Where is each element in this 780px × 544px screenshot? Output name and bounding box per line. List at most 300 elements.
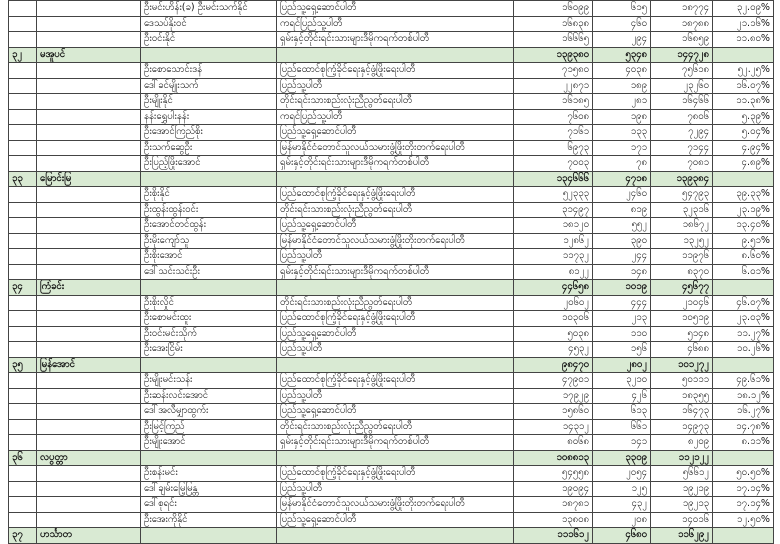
valid-votes: ၁၆၈၃၈ [514,16,593,32]
advance-votes: ၂၈၁ [593,94,651,110]
party-name: တိုင်းရင်းသားစည်းလုံးညီညွတ်ရေးပါတီ [277,94,514,110]
party-name: ရှမ်းနှင့်တိုင်းရင်းသားများဒီမိုကရက်တစ်ပါတီ [277,156,514,172]
vote-percent: ၂၁.၁၆% [713,16,774,32]
valid-votes: ၃၁၄၉၇ [514,202,593,218]
party-name: တိုင်းရင်းသားစည်းလုံးညီညွတ်ရေးပါတီ [277,419,514,435]
valid-votes: ၁၅၈၆၀ [514,404,593,420]
total-votes: ၁၈၃၅၅ [651,388,713,404]
candidate-name: ဦးပြည့်ဖြိုးအောင် [141,156,277,172]
candidate-name-cell [141,357,277,373]
advance-votes: ၁၁၀ [593,326,651,342]
township-cell [37,32,141,48]
total-votes: ၅၆၆၁၂ [651,466,713,482]
township-total-row [9,280,774,296]
total-votes: ၅၀၁၁၁ [651,373,713,389]
valid-votes: ၉၈၄၇၀ [514,357,593,373]
advance-votes: ၄၃၂ [593,497,651,513]
candidate-name: ဦးသက်ဆွေဦး [141,140,277,156]
valid-votes: ၁၀၃၀၆ [514,311,593,327]
candidate-name-cell [141,450,277,466]
party-name: ကရင်ပြည်သူ့ပါတီ [277,109,514,125]
valid-votes: ၄၅၃၂ [514,342,593,358]
candidate-row [9,1,774,17]
party-name: ပြည်သူ့ပါတီ [277,78,514,94]
advance-votes: ၆၆၁ [593,419,651,435]
number-cell [9,466,37,482]
advance-votes: ၇၈ [593,156,651,172]
vote-percent: ၁၀.၂၆% [713,342,774,358]
candidate-name: ဦးစောမင်းထူး [141,311,277,327]
party-name: ပြည်ထောင်စုကြံ့ခိုင်ရေးနှင့်ဖွံ့ဖြိုးရေးပါတီ [277,311,514,327]
candidate-row [9,342,774,358]
advance-votes: ၅၃၄၈ [593,47,651,63]
party-name: ပြည်သူ့ရှေ့ဆောင်ပါတီ [277,125,514,141]
number-cell [9,218,37,234]
number-cell [9,342,37,358]
total-votes: ၁၈၇၈၈ [651,16,713,32]
vote-percent: ၁၁.၈၀% [713,32,774,48]
candidate-row [9,466,774,482]
vote-percent: ၂၃.၀၃% [713,311,774,327]
township-number: ၃၃ [9,171,37,187]
candidate-row [9,63,774,79]
total-votes: ၁၆၄၆၆ [651,94,713,110]
valid-votes: ၁၁၇၃၂ [514,249,593,265]
total-votes: ၈၂၀၉ [651,435,713,451]
number-cell [9,497,37,513]
valid-votes: ၂၂၈၇၁ [514,78,593,94]
candidate-row [9,497,774,513]
total-votes: ၈၃၇၀ [651,264,713,280]
advance-votes: ၁၂၅ [593,481,651,497]
party-name: မြန်မာနိုင်ငံတောင်သူလယ်သမားဖွံ့ဖြိုးတိုးတက်ရေးပါတီ [277,497,514,513]
candidate-row [9,311,774,327]
number-cell [9,435,37,451]
candidate-row [9,218,774,234]
total-votes: ၁၁၉၇၆ [651,249,713,265]
township-cell [37,249,141,265]
total-votes: ၁၃၉၃၈၄ [651,171,713,187]
candidate-row [9,156,774,172]
township-cell [37,233,141,249]
valid-votes: ၄၄၆၅၈ [514,280,593,296]
advance-votes: ၂၁၃ [593,311,651,327]
advance-votes: ၆၁၅ [593,1,651,17]
township-cell [37,373,141,389]
township-cell [37,125,141,141]
number-cell [9,140,37,156]
candidate-name: ဦးမျိုးအောင် [141,435,277,451]
vote-percent: ၃၂.၀၉% [713,1,774,17]
vote-percent: ၁၁.၃၈% [713,94,774,110]
vote-percent: ၁၈.၁၂% [713,388,774,404]
total-votes: ၁၆၄၇၃ [651,404,713,420]
candidate-name: ဦးဆန်းလင်းအောင် [141,388,277,404]
advance-votes: ၂၈၀၂ [593,357,651,373]
candidate-name: ဦးမျိုးမင်းသန်း [141,373,277,389]
vote-percent: ၁၁.၂၇% [713,326,774,342]
township-name: ကြံခင်း [37,280,141,296]
township-cell [37,435,141,451]
total-votes: ၁၃၂၅၂ [651,233,713,249]
party-name: ရှမ်းနှင့်တိုင်းရင်းသားများဒီမိုကရက်တစ်ပါတီ [277,32,514,48]
advance-votes: ၂၄၄ [593,249,651,265]
candidate-row [9,264,774,280]
valid-votes: ၇၀၀၃ [514,156,593,172]
candidate-name: ဦးမင်းဟိန်း(ခ) ဦးမင်းသက်နိုင် [141,1,277,17]
candidate-row [9,435,774,451]
party-name: ပြည်ထောင်စုကြံ့ခိုင်ရေးနှင့်ဖွံ့ဖြိုးရေးပါတီ [277,63,514,79]
candidate-name: ဒေါ်စုရင်း [141,497,277,513]
township-cell [37,63,141,79]
party-cell [277,450,514,466]
candidate-row [9,419,774,435]
vote-percent: ၃၉.၃၃% [713,187,774,203]
township-number: ၃၆ [9,450,37,466]
candidate-name: ဦးမိုးကျော်သူ [141,233,277,249]
advance-votes: ၄၆၀ [593,16,651,32]
advance-votes: ၄၄၄ [593,295,651,311]
candidate-name: ဦးစန်းမင်း [141,466,277,482]
party-name: ပြည်ထောင်စုကြံ့ခိုင်ရေးနှင့်ဖွံ့ဖြိုးရေးပါတီ [277,187,514,203]
valid-votes: ၁၄၃၁၂ [514,419,593,435]
number-cell [9,109,37,125]
valid-votes: ၁၇၉၂၉ [514,388,593,404]
total-votes: ၇၈၀၆ [651,109,713,125]
township-cell [37,16,141,32]
township-cell [37,326,141,342]
vote-percent: ၅၂.၂၅% [713,63,774,79]
party-name: မြန်မာနိုင်ငံတောင်သူလယ်သမားဖွံ့ဖြိုးတိုးတက်ရေးပါတီ [277,140,514,156]
township-total-row [9,450,774,466]
total-votes: ၁၄၀၁၆ [651,512,713,528]
advance-votes: ၁၅၆ [593,342,651,358]
vote-percent: ၁၆.၀၇% [713,78,774,94]
party-name: ပြည်သူ့ပါတီ [277,249,514,265]
advance-votes: ၅၅၂ [593,218,651,234]
candidate-name: နန်းရွှေပါးနန်း [141,109,277,125]
valid-votes: ၁၂၈၆၂ [514,233,593,249]
number-cell [9,373,37,389]
candidate-row [9,32,774,48]
advance-votes: ၄၆၈၀ [593,528,651,544]
township-cell [37,388,141,404]
candidate-row [9,140,774,156]
valid-votes: ၁၁၁၆၁၂ [514,528,593,544]
total-votes: ၇၂၉၄ [651,125,713,141]
township-cell [37,218,141,234]
party-name: ပြည်ထောင်စုကြံ့ခိုင်ရေးနှင့်ဖွံ့ဖြိုးရေးပါတီ [277,373,514,389]
valid-votes: ၁၃၄၆၆၆ [514,171,593,187]
total-votes: ၁၄၄၇၂၈ [651,47,713,63]
vote-percent: ၄.၉၄% [713,140,774,156]
valid-votes: ၅၂၃၃၃ [514,187,593,203]
candidate-row [9,125,774,141]
township-cell [37,94,141,110]
candidate-name: ဦးမြင့်ကြည် [141,419,277,435]
total-votes: ၁၉၂၁၃ [651,497,713,513]
vote-percent: ၁၇.၁၄% [713,481,774,497]
vote-percent: ၁၂.၅၀% [713,512,774,528]
advance-votes: ၃၂၁၀ [593,373,651,389]
township-total-row [9,528,774,544]
vote-percent: ၁၇.၁၄% [713,497,774,513]
number-cell [9,125,37,141]
advance-votes: ၄၀၃၈ [593,63,651,79]
advance-votes: ၁၇၁ [593,140,651,156]
number-cell [9,295,37,311]
advance-votes: ၄၂၆ [593,388,651,404]
candidate-name: ဦးထွန်းထွန်းဝင်း [141,202,277,218]
valid-votes: ၁၀၈၈၁၃ [514,450,593,466]
total-votes: ၁၁၂၁၂၂ [651,450,713,466]
party-cell [277,280,514,296]
candidate-row [9,187,774,203]
number-cell [9,16,37,32]
total-votes: ၅၄၇၉၃ [651,187,713,203]
results-body [9,1,774,544]
valid-votes: ၅၄၅၅၈ [514,466,593,482]
vote-percent: ၁၄.၇၈% [713,419,774,435]
total-votes: ၇၀၈၁ [651,156,713,172]
candidate-row [9,94,774,110]
total-votes: ၁၈၆၇၂ [651,218,713,234]
valid-votes: ၅၀၃၈ [514,326,593,342]
party-name: တိုင်းရင်းသားစည်းလုံးညီညွတ်ရေးပါတီ [277,202,514,218]
party-name: ပြည်သူ့ရှေ့ဆောင်ပါတီ [277,512,514,528]
township-cell [37,156,141,172]
total-votes: ၁၆၈၅၉ [651,32,713,48]
percent-cell [713,528,774,544]
total-votes: ၁၁၆၂၉၂ [651,528,713,544]
valid-votes: ၄၇၉၀၁ [514,373,593,389]
candidate-row [9,404,774,420]
vote-percent: ၁၃.၄၀% [713,218,774,234]
advance-votes: ၃၃၀၉ [593,450,651,466]
township-cell [37,419,141,435]
vote-percent: ၅.၀၄% [713,125,774,141]
candidate-name: ဦးစိုးလှိုင် [141,295,277,311]
vote-percent: ၅၀.၅၀% [713,466,774,482]
percent-cell [713,171,774,187]
vote-percent: ၉.၅၁% [713,233,774,249]
advance-votes: ၂၀၅၄ [593,466,651,482]
total-votes: ၃၂၃၁၆ [651,202,713,218]
total-votes: ၁၄၉၇၃ [651,419,713,435]
candidate-row [9,481,774,497]
valid-votes: ၁၉၀၉၄ [514,481,593,497]
vote-percent: ၄၆.၀၇% [713,295,774,311]
party-cell [277,47,514,63]
number-cell [9,1,37,17]
number-cell [9,32,37,48]
number-cell [9,264,37,280]
township-number: ၃၅ [9,357,37,373]
candidate-row [9,295,774,311]
candidate-name-cell [141,171,277,187]
candidate-row [9,233,774,249]
party-name: ပြည်သူ့ရှေ့ဆောင်ပါတီ [277,218,514,234]
party-name: ကရင်ပြည်သူ့ပါတီ [277,16,514,32]
number-cell [9,249,37,265]
candidate-name: ဒေါ်အလီမျှာထွက်း [141,404,277,420]
number-cell [9,326,37,342]
candidate-name-cell [141,47,277,63]
vote-percent: ၁၆.၂၇% [713,404,774,420]
party-name: ရှမ်းနှင့်တိုင်းရင်းသားများဒီမိုကရက်တစ်ပါတီ [277,435,514,451]
township-total-row [9,47,774,63]
candidate-name: ဦးစိုးနိုင် [141,187,277,203]
township-name: မအူပင် [37,47,141,63]
number-cell [9,233,37,249]
advance-votes: ၄၇၁၈ [593,171,651,187]
valid-votes: ၁၃၈၀၈ [514,512,593,528]
total-votes: ၁၈၇၇၄ [651,1,713,17]
vote-percent: ၈.၁၁% [713,435,774,451]
number-cell [9,512,37,528]
township-cell [37,512,141,528]
party-name: ပြည်သူ့ပါတီ [277,481,514,497]
township-cell [37,78,141,94]
total-votes: ၁၀၅၁၉ [651,311,713,327]
candidate-name: ဦးအောင်ကြည်စိုး [141,125,277,141]
township-name: မြန်အောင် [37,357,141,373]
party-name: ပြည်သူ့ပါတီ [277,388,514,404]
valid-votes: ၈၁၂၂ [514,264,593,280]
candidate-name: ဦးအေးငြိမ်း [141,342,277,358]
candidate-row [9,78,774,94]
vote-percent: ၆.၀၁% [713,264,774,280]
candidate-name: ဒေါ်သင်းသင်းဦး [141,264,277,280]
candidate-row [9,388,774,404]
advance-votes: ၁၄၁ [593,435,651,451]
candidate-row [9,249,774,265]
election-results-table [8,0,774,544]
township-cell [37,187,141,203]
township-total-row [9,357,774,373]
candidate-row [9,373,774,389]
vote-percent: ၈.၆၀% [713,249,774,265]
township-number: ၃၇ [9,528,37,544]
candidate-name: ဦးမျိုးနိုင် [141,94,277,110]
number-cell [9,311,37,327]
candidate-name: ဒေသပ်နိုးဝင် [141,16,277,32]
number-cell [9,156,37,172]
total-votes: ၂၃၂၆၀ [651,78,713,94]
party-name: ပြည်ထောင်စုကြံ့ခိုင်ရေးနှင့်ဖွံ့ဖြိုးရေးပါတီ [277,466,514,482]
township-cell [37,140,141,156]
candidate-name: ဦးဝင်းနိုင် [141,32,277,48]
valid-votes: ၇၁၅၈၀ [514,63,593,79]
valid-votes: ၂၀၆၀၂ [514,295,593,311]
township-name: မြောင်းမြ [37,171,141,187]
number-cell [9,187,37,203]
township-number: ၃၂ [9,47,37,63]
valid-votes: ၇၁၆၁ [514,125,593,141]
township-cell [37,264,141,280]
township-name: လပွတ္တာ [37,450,141,466]
township-total-row [9,171,774,187]
advance-votes: ၁၀၁၉ [593,280,651,296]
advance-votes: ၁၉၈ [593,109,651,125]
candidate-row [9,202,774,218]
number-cell [9,419,37,435]
advance-votes: ၁၃၃ [593,125,651,141]
township-cell [37,497,141,513]
valid-votes: ၁၆၁၈၅ [514,94,593,110]
candidate-row [9,109,774,125]
number-cell [9,78,37,94]
percent-cell [713,280,774,296]
number-cell [9,63,37,79]
vote-percent: ၅.၃၉% [713,109,774,125]
valid-votes: ၆၉၇၃ [514,140,593,156]
candidate-name: ဒေါ်ခင်မျိုးသက် [141,78,277,94]
township-cell [37,481,141,497]
valid-votes: ၁၈၇၈၁ [514,497,593,513]
candidate-name-cell [141,528,277,544]
party-name: မြန်မာနိုင်ငံတောင်သူလယ်သမားဖွံ့ဖြိုးတိုးတက်ရေးပါတီ [277,233,514,249]
vote-percent: ၂၃.၁၉% [713,202,774,218]
percent-cell [713,450,774,466]
total-votes: ၅၁၄၈ [651,326,713,342]
township-cell [37,109,141,125]
total-votes: ၁၉၂၁၉ [651,481,713,497]
number-cell [9,481,37,497]
township-cell [37,295,141,311]
advance-votes: ၁၄၈ [593,264,651,280]
township-cell [37,342,141,358]
candidate-name: ဒေါ်ချမ်းမြေ့မြန္တ [141,481,277,497]
party-name: ပြည်သူ့ရှေ့ဆောင်ပါတီ [277,326,514,342]
total-votes: ၂၁၀၄၆ [651,295,713,311]
township-number: ၃၄ [9,280,37,296]
valid-votes: ၈၀၆၈ [514,435,593,451]
total-votes: ၁၀၁၂၇၂ [651,357,713,373]
party-name: ရှမ်းနှင့်တိုင်းရင်းသားများဒီမိုကရက်တစ်ပါတီ [277,264,514,280]
party-cell [277,357,514,373]
number-cell [9,388,37,404]
valid-votes: ၁၈၁၂၀ [514,218,593,234]
party-cell [277,528,514,544]
advance-votes: ၆၁၃ [593,404,651,420]
township-cell [37,311,141,327]
candidate-name-cell [141,280,277,296]
percent-cell [713,47,774,63]
candidate-name: ဦးအောင်တင်ထွန်း [141,218,277,234]
candidate-name: ဦးဝင်းမင်းသိုက် [141,326,277,342]
township-cell [37,404,141,420]
township-name: ဟင်္သာတ [37,528,141,544]
total-votes: ၄၅၆၇၇ [651,280,713,296]
candidate-row [9,326,774,342]
advance-votes: ၁၈၉ [593,78,651,94]
number-cell [9,94,37,110]
party-name: ပြည်သူ့ရှေ့ဆောင်ပါတီ [277,404,514,420]
valid-votes: ၁၆၀၉၉ [514,1,593,17]
advance-votes: ၃၉၀ [593,233,651,249]
number-cell [9,202,37,218]
party-name: ပြည်သူ့ရှေ့ဆောင်ပါတီ [277,1,514,17]
valid-votes: ၁၆၆၆၅ [514,32,593,48]
advance-votes: ၂၄၆၀ [593,187,651,203]
total-votes: ၄၆၈၈ [651,342,713,358]
valid-votes: ၁၃၉၃၈၀ [514,47,593,63]
vote-percent: ၄၉.၆၁% [713,373,774,389]
advance-votes: ၂၀၈ [593,512,651,528]
number-cell [9,404,37,420]
township-cell [37,466,141,482]
